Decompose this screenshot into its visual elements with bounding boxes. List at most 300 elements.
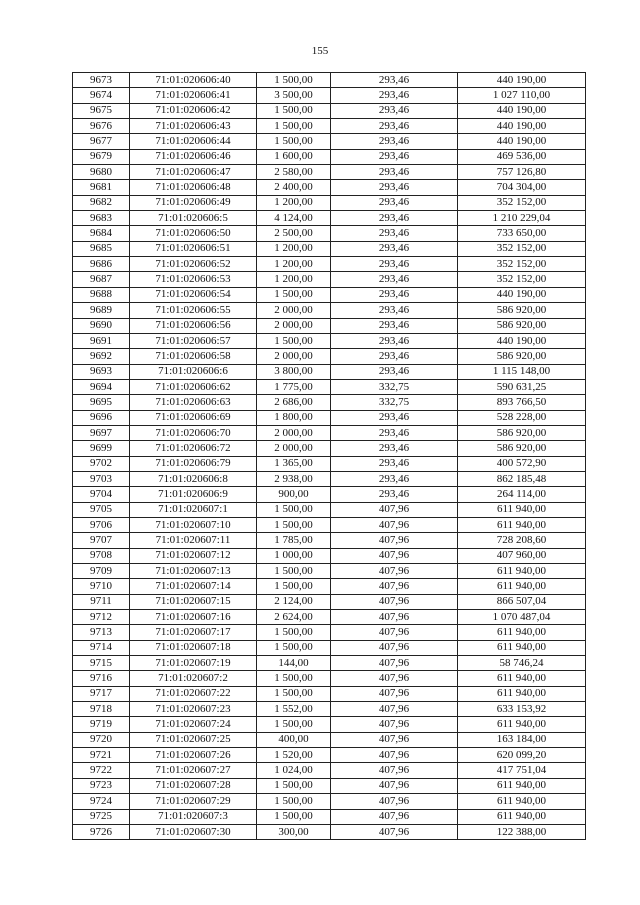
specific-value-cell: 293,46	[331, 88, 458, 103]
table-row	[73, 211, 586, 226]
cadastral-number-cell: 71:01:020606:42	[130, 103, 257, 118]
specific-value-cell: 407,96	[331, 594, 458, 609]
cadastral-number-cell: 71:01:020607:19	[130, 656, 257, 671]
cadastral-value-cell: 611 940,00	[458, 625, 586, 640]
row-number-cell: 9702	[73, 456, 130, 471]
row-number-cell: 9688	[73, 287, 130, 302]
row-number-cell: 9724	[73, 794, 130, 809]
cadastral-number-cell: 71:01:020607:26	[130, 748, 257, 763]
table-row	[73, 379, 586, 394]
cadastral-number-cell: 71:01:020607:11	[130, 533, 257, 548]
cadastral-value-cell: 407 960,00	[458, 548, 586, 563]
table-row	[73, 794, 586, 809]
table-row	[73, 425, 586, 440]
area-cell: 2 686,00	[257, 395, 331, 410]
area-cell: 1 800,00	[257, 410, 331, 425]
cadastral-value-cell: 469 536,00	[458, 149, 586, 164]
area-cell: 4 124,00	[257, 211, 331, 226]
table-row	[73, 272, 586, 287]
row-number-cell: 9689	[73, 303, 130, 318]
cadastral-number-cell: 71:01:020606:48	[130, 180, 257, 195]
cadastral-number-cell: 71:01:020606:47	[130, 165, 257, 180]
table-row	[73, 717, 586, 732]
table-row	[73, 333, 586, 348]
area-cell: 2 000,00	[257, 425, 331, 440]
specific-value-cell: 293,46	[331, 471, 458, 486]
cadastral-value-cell: 611 940,00	[458, 686, 586, 701]
specific-value-cell: 407,96	[331, 809, 458, 824]
cadastral-value-cell: 417 751,04	[458, 763, 586, 778]
table-row	[73, 456, 586, 471]
cadastral-value-cell: 352 152,00	[458, 257, 586, 272]
area-cell: 1 500,00	[257, 686, 331, 701]
cadastral-number-cell: 71:01:020606:63	[130, 395, 257, 410]
specific-value-cell: 293,46	[331, 410, 458, 425]
cadastral-number-cell: 71:01:020607:13	[130, 564, 257, 579]
row-number-cell: 9691	[73, 333, 130, 348]
area-cell: 1 520,00	[257, 748, 331, 763]
cadastral-value-cell: 1 070 487,04	[458, 610, 586, 625]
table-row	[73, 548, 586, 563]
cadastral-number-cell: 71:01:020606:56	[130, 318, 257, 333]
row-number-cell: 9686	[73, 257, 130, 272]
row-number-cell: 9719	[73, 717, 130, 732]
table-row	[73, 364, 586, 379]
table-row	[73, 471, 586, 486]
cadastral-value-cell: 611 940,00	[458, 502, 586, 517]
row-number-cell: 9679	[73, 149, 130, 164]
specific-value-cell: 293,46	[331, 364, 458, 379]
area-cell: 2 124,00	[257, 594, 331, 609]
table-row	[73, 579, 586, 594]
cadastral-number-cell: 71:01:020607:2	[130, 671, 257, 686]
table-row	[73, 149, 586, 164]
specific-value-cell: 293,46	[331, 241, 458, 256]
cadastral-number-cell: 71:01:020606:57	[130, 333, 257, 348]
cadastral-number-cell: 71:01:020606:41	[130, 88, 257, 103]
table-row	[73, 73, 586, 88]
cadastral-value-cell: 163 184,00	[458, 732, 586, 747]
table-row	[73, 180, 586, 195]
cadastral-number-cell: 71:01:020606:69	[130, 410, 257, 425]
cadastral-value-cell: 440 190,00	[458, 73, 586, 88]
specific-value-cell: 407,96	[331, 625, 458, 640]
area-cell: 2 580,00	[257, 165, 331, 180]
area-cell: 400,00	[257, 732, 331, 747]
row-number-cell: 9704	[73, 487, 130, 502]
specific-value-cell: 407,96	[331, 824, 458, 839]
specific-value-cell: 293,46	[331, 211, 458, 226]
area-cell: 3 500,00	[257, 88, 331, 103]
specific-value-cell: 293,46	[331, 441, 458, 456]
specific-value-cell: 293,46	[331, 149, 458, 164]
area-cell: 2 938,00	[257, 471, 331, 486]
table-row	[73, 778, 586, 793]
row-number-cell: 9706	[73, 517, 130, 532]
cadastral-value-cell: 893 766,50	[458, 395, 586, 410]
cadastral-number-cell: 71:01:020606:58	[130, 349, 257, 364]
cadastral-number-cell: 71:01:020607:16	[130, 610, 257, 625]
table-row	[73, 241, 586, 256]
area-cell: 2 000,00	[257, 349, 331, 364]
table-row	[73, 702, 586, 717]
area-cell: 1 500,00	[257, 579, 331, 594]
cadastral-value-cell: 352 152,00	[458, 195, 586, 210]
row-number-cell: 9710	[73, 579, 130, 594]
area-cell: 1 500,00	[257, 134, 331, 149]
area-cell: 1 500,00	[257, 564, 331, 579]
table-row	[73, 119, 586, 134]
specific-value-cell: 293,46	[331, 226, 458, 241]
area-cell: 1 500,00	[257, 333, 331, 348]
area-cell: 1 500,00	[257, 671, 331, 686]
cadastral-value-cell: 611 940,00	[458, 579, 586, 594]
row-number-cell: 9681	[73, 180, 130, 195]
cadastral-number-cell: 71:01:020606:79	[130, 456, 257, 471]
area-cell: 1 024,00	[257, 763, 331, 778]
row-number-cell: 9696	[73, 410, 130, 425]
cadastral-number-cell: 71:01:020607:24	[130, 717, 257, 732]
specific-value-cell: 332,75	[331, 379, 458, 394]
cadastral-number-cell: 71:01:020606:6	[130, 364, 257, 379]
table-row	[73, 533, 586, 548]
cadastral-value-cell: 757 126,80	[458, 165, 586, 180]
table-row	[73, 610, 586, 625]
cadastral-number-cell: 71:01:020607:1	[130, 502, 257, 517]
cadastral-value-cell: 586 920,00	[458, 318, 586, 333]
area-cell: 1 500,00	[257, 640, 331, 655]
row-number-cell: 9723	[73, 778, 130, 793]
row-number-cell: 9705	[73, 502, 130, 517]
area-cell: 900,00	[257, 487, 331, 502]
row-number-cell: 9725	[73, 809, 130, 824]
cadastral-number-cell: 71:01:020606:50	[130, 226, 257, 241]
row-number-cell: 9674	[73, 88, 130, 103]
cadastral-number-cell: 71:01:020606:55	[130, 303, 257, 318]
cadastral-number-cell: 71:01:020606:49	[130, 195, 257, 210]
table-row	[73, 748, 586, 763]
specific-value-cell: 407,96	[331, 564, 458, 579]
cadastral-value-cell: 586 920,00	[458, 303, 586, 318]
cadastral-value-cell: 400 572,90	[458, 456, 586, 471]
cadastral-value-table	[72, 72, 586, 840]
specific-value-cell: 293,46	[331, 257, 458, 272]
specific-value-cell: 407,96	[331, 533, 458, 548]
table-row	[73, 395, 586, 410]
table-row	[73, 671, 586, 686]
specific-value-cell: 407,96	[331, 610, 458, 625]
specific-value-cell: 293,46	[331, 487, 458, 502]
cadastral-value-cell: 633 153,92	[458, 702, 586, 717]
cadastral-value-cell: 352 152,00	[458, 241, 586, 256]
specific-value-cell: 293,46	[331, 425, 458, 440]
cadastral-value-cell: 611 940,00	[458, 794, 586, 809]
area-cell: 2 400,00	[257, 180, 331, 195]
row-number-cell: 9677	[73, 134, 130, 149]
row-number-cell: 9699	[73, 441, 130, 456]
specific-value-cell: 293,46	[331, 195, 458, 210]
cadastral-value-cell: 440 190,00	[458, 119, 586, 134]
row-number-cell: 9694	[73, 379, 130, 394]
table-row	[73, 656, 586, 671]
row-number-cell: 9685	[73, 241, 130, 256]
specific-value-cell: 407,96	[331, 763, 458, 778]
cadastral-number-cell: 71:01:020606:8	[130, 471, 257, 486]
table-row	[73, 732, 586, 747]
cadastral-value-cell: 1 027 110,00	[458, 88, 586, 103]
area-cell: 1 000,00	[257, 548, 331, 563]
specific-value-cell: 407,96	[331, 748, 458, 763]
table-row	[73, 134, 586, 149]
row-number-cell: 9714	[73, 640, 130, 655]
cadastral-number-cell: 71:01:020607:12	[130, 548, 257, 563]
specific-value-cell: 293,46	[331, 134, 458, 149]
cadastral-value-cell: 611 940,00	[458, 778, 586, 793]
table-row	[73, 165, 586, 180]
cadastral-value-cell: 866 507,04	[458, 594, 586, 609]
cadastral-number-cell: 71:01:020606:40	[130, 73, 257, 88]
table-row	[73, 517, 586, 532]
specific-value-cell: 293,46	[331, 119, 458, 134]
row-number-cell: 9692	[73, 349, 130, 364]
cadastral-number-cell: 71:01:020606:54	[130, 287, 257, 302]
table-row	[73, 824, 586, 839]
area-cell: 3 800,00	[257, 364, 331, 379]
cadastral-number-cell: 71:01:020607:27	[130, 763, 257, 778]
area-cell: 1 200,00	[257, 272, 331, 287]
specific-value-cell: 407,96	[331, 517, 458, 532]
cadastral-number-cell: 71:01:020606:9	[130, 487, 257, 502]
row-number-cell: 9720	[73, 732, 130, 747]
area-cell: 1 500,00	[257, 502, 331, 517]
specific-value-cell: 407,96	[331, 702, 458, 717]
specific-value-cell: 407,96	[331, 671, 458, 686]
area-cell: 1 600,00	[257, 149, 331, 164]
area-cell: 1 200,00	[257, 257, 331, 272]
cadastral-number-cell: 71:01:020606:62	[130, 379, 257, 394]
cadastral-number-cell: 71:01:020606:5	[130, 211, 257, 226]
cadastral-number-cell: 71:01:020607:28	[130, 778, 257, 793]
area-cell: 1 200,00	[257, 241, 331, 256]
specific-value-cell: 293,46	[331, 349, 458, 364]
area-cell: 1 365,00	[257, 456, 331, 471]
area-cell: 1 500,00	[257, 794, 331, 809]
cadastral-number-cell: 71:01:020606:70	[130, 425, 257, 440]
cadastral-value-cell: 586 920,00	[458, 441, 586, 456]
area-cell: 2 000,00	[257, 303, 331, 318]
cadastral-number-cell: 71:01:020606:72	[130, 441, 257, 456]
specific-value-cell: 407,96	[331, 686, 458, 701]
cadastral-number-cell: 71:01:020607:10	[130, 517, 257, 532]
cadastral-value-cell: 122 388,00	[458, 824, 586, 839]
row-number-cell: 9722	[73, 763, 130, 778]
cadastral-number-cell: 71:01:020606:51	[130, 241, 257, 256]
area-cell: 1 775,00	[257, 379, 331, 394]
row-number-cell: 9676	[73, 119, 130, 134]
cadastral-number-cell: 71:01:020606:44	[130, 134, 257, 149]
cadastral-number-cell: 71:01:020606:43	[130, 119, 257, 134]
area-cell: 1 500,00	[257, 517, 331, 532]
row-number-cell: 9707	[73, 533, 130, 548]
specific-value-cell: 293,46	[331, 73, 458, 88]
specific-value-cell: 407,96	[331, 717, 458, 732]
table-row	[73, 487, 586, 502]
cadastral-value-cell: 586 920,00	[458, 349, 586, 364]
table-row	[73, 640, 586, 655]
cadastral-number-cell: 71:01:020607:23	[130, 702, 257, 717]
cadastral-number-cell: 71:01:020607:25	[130, 732, 257, 747]
area-cell: 1 500,00	[257, 103, 331, 118]
specific-value-cell: 293,46	[331, 103, 458, 118]
page-number: 155	[311, 45, 329, 57]
area-cell: 1 785,00	[257, 533, 331, 548]
row-number-cell: 9693	[73, 364, 130, 379]
cadastral-value-cell: 352 152,00	[458, 272, 586, 287]
area-cell: 1 500,00	[257, 73, 331, 88]
specific-value-cell: 407,96	[331, 794, 458, 809]
specific-value-cell: 293,46	[331, 318, 458, 333]
area-cell: 1 500,00	[257, 625, 331, 640]
table-row	[73, 763, 586, 778]
cadastral-number-cell: 71:01:020606:46	[130, 149, 257, 164]
cadastral-value-cell: 440 190,00	[458, 333, 586, 348]
cadastral-value-cell: 440 190,00	[458, 287, 586, 302]
row-number-cell: 9709	[73, 564, 130, 579]
cadastral-value-cell: 590 631,25	[458, 379, 586, 394]
row-number-cell: 9684	[73, 226, 130, 241]
area-cell: 1 500,00	[257, 119, 331, 134]
cadastral-value-cell: 440 190,00	[458, 103, 586, 118]
area-cell: 144,00	[257, 656, 331, 671]
area-cell: 1 500,00	[257, 717, 331, 732]
table-row	[73, 441, 586, 456]
cadastral-value-cell: 611 940,00	[458, 640, 586, 655]
area-cell: 1 500,00	[257, 778, 331, 793]
cadastral-value-cell: 611 940,00	[458, 809, 586, 824]
row-number-cell: 9713	[73, 625, 130, 640]
row-number-cell: 9718	[73, 702, 130, 717]
row-number-cell: 9673	[73, 73, 130, 88]
row-number-cell: 9680	[73, 165, 130, 180]
row-number-cell: 9717	[73, 686, 130, 701]
cadastral-number-cell: 71:01:020607:22	[130, 686, 257, 701]
cadastral-number-cell: 71:01:020607:15	[130, 594, 257, 609]
table-row	[73, 594, 586, 609]
cadastral-number-cell: 71:01:020607:18	[130, 640, 257, 655]
specific-value-cell: 293,46	[331, 165, 458, 180]
area-cell: 300,00	[257, 824, 331, 839]
table-row	[73, 103, 586, 118]
cadastral-value-cell: 611 940,00	[458, 717, 586, 732]
area-cell: 1 500,00	[257, 809, 331, 824]
cadastral-number-cell: 71:01:020606:52	[130, 257, 257, 272]
row-number-cell: 9695	[73, 395, 130, 410]
cadastral-number-cell: 71:01:020607:3	[130, 809, 257, 824]
cadastral-value-cell: 862 185,48	[458, 471, 586, 486]
specific-value-cell: 293,46	[331, 272, 458, 287]
cadastral-value-cell: 733 650,00	[458, 226, 586, 241]
table-row	[73, 564, 586, 579]
table-row	[73, 349, 586, 364]
specific-value-cell: 293,46	[331, 287, 458, 302]
cadastral-value-cell: 611 940,00	[458, 671, 586, 686]
area-cell: 2 000,00	[257, 441, 331, 456]
cadastral-number-cell: 71:01:020607:17	[130, 625, 257, 640]
cadastral-value-cell: 1 210 229,04	[458, 211, 586, 226]
table-body	[73, 73, 586, 840]
specific-value-cell: 293,46	[331, 180, 458, 195]
row-number-cell: 9690	[73, 318, 130, 333]
row-number-cell: 9715	[73, 656, 130, 671]
table-row	[73, 257, 586, 272]
cadastral-value-cell: 440 190,00	[458, 134, 586, 149]
table-row	[73, 287, 586, 302]
cadastral-value-cell: 611 940,00	[458, 517, 586, 532]
cadastral-value-cell: 58 746,24	[458, 656, 586, 671]
specific-value-cell: 332,75	[331, 395, 458, 410]
row-number-cell: 9711	[73, 594, 130, 609]
specific-value-cell: 407,96	[331, 778, 458, 793]
table-row	[73, 88, 586, 103]
row-number-cell: 9697	[73, 425, 130, 440]
cadastral-number-cell: 71:01:020607:29	[130, 794, 257, 809]
area-cell: 2 500,00	[257, 226, 331, 241]
cadastral-number-cell: 71:01:020606:53	[130, 272, 257, 287]
row-number-cell: 9703	[73, 471, 130, 486]
row-number-cell: 9726	[73, 824, 130, 839]
table-row	[73, 318, 586, 333]
specific-value-cell: 293,46	[331, 333, 458, 348]
row-number-cell: 9708	[73, 548, 130, 563]
cadastral-number-cell: 71:01:020607:30	[130, 824, 257, 839]
row-number-cell: 9675	[73, 103, 130, 118]
area-cell: 2 624,00	[257, 610, 331, 625]
table-row	[73, 809, 586, 824]
cadastral-value-cell: 1 115 148,00	[458, 364, 586, 379]
area-cell: 1 552,00	[257, 702, 331, 717]
specific-value-cell: 293,46	[331, 456, 458, 471]
row-number-cell: 9716	[73, 671, 130, 686]
specific-value-cell: 407,96	[331, 656, 458, 671]
specific-value-cell: 293,46	[331, 303, 458, 318]
row-number-cell: 9712	[73, 610, 130, 625]
cadastral-value-cell: 620 099,20	[458, 748, 586, 763]
specific-value-cell: 407,96	[331, 579, 458, 594]
specific-value-cell: 407,96	[331, 640, 458, 655]
cadastral-number-cell: 71:01:020607:14	[130, 579, 257, 594]
area-cell: 2 000,00	[257, 318, 331, 333]
row-number-cell: 9687	[73, 272, 130, 287]
row-number-cell: 9683	[73, 211, 130, 226]
cadastral-value-cell: 728 208,60	[458, 533, 586, 548]
table-row	[73, 226, 586, 241]
table-row	[73, 195, 586, 210]
area-cell: 1 200,00	[257, 195, 331, 210]
cadastral-value-cell: 264 114,00	[458, 487, 586, 502]
cadastral-value-cell: 586 920,00	[458, 425, 586, 440]
specific-value-cell: 407,96	[331, 502, 458, 517]
cadastral-value-cell: 528 228,00	[458, 410, 586, 425]
table-row	[73, 303, 586, 318]
table-row	[73, 625, 586, 640]
specific-value-cell: 407,96	[331, 732, 458, 747]
specific-value-cell: 407,96	[331, 548, 458, 563]
cadastral-value-cell: 611 940,00	[458, 564, 586, 579]
table-row	[73, 410, 586, 425]
cadastral-value-cell: 704 304,00	[458, 180, 586, 195]
table-row	[73, 686, 586, 701]
row-number-cell: 9721	[73, 748, 130, 763]
